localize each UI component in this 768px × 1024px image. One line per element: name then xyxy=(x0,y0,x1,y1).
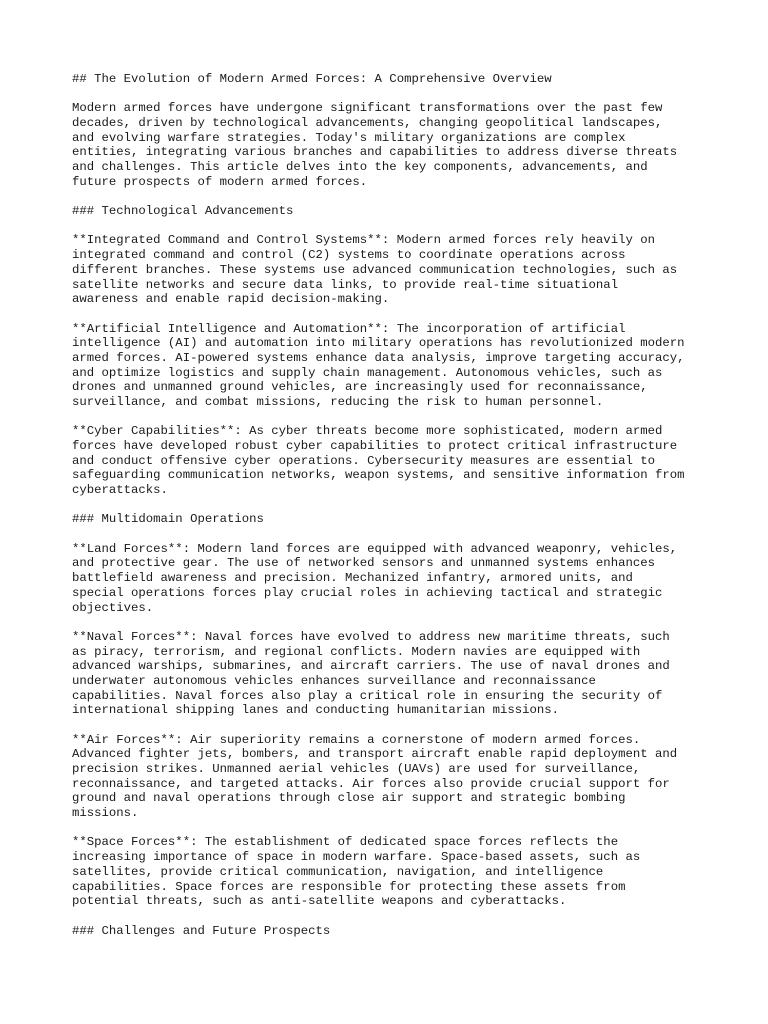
intro-paragraph: Modern armed forces have undergone significant transformations over the past few decades, driven by technological advancements, changing geopolitical landscapes, and evolving warfare strategies. Today's military organizations are complex entities, integrating various branches and capabilities to address diverse threats and challenges. This article delves into the key components, advancements, and future prospects of modern armed forces. xyxy=(72,101,678,189)
paragraph-cyber-capabilities: **Cyber Capabilities**: As cyber threats become more sophisticated, modern armed forces have developed robust cyber capabilities to protect critical infrastructure and conduct offensive cyber operations. Cybersecurity measures are essential to safeguarding communication networks, weapon systems, and sensitive information from cyberattacks. xyxy=(72,424,685,498)
article-title: ## The Evolution of Modern Armed Forces: A Comprehensive Overview xyxy=(72,72,552,86)
paragraph-artificial-intelligence: **Artificial Intelligence and Automation**: The incorporation of artificial intelligence (AI) and automation into military operations has revolutionized modern armed forces. AI-powered systems enhance data analysis, improve targeting accuracy, and optimize logistics and supply chain management. Autonomous vehicles, such as drones and unmanned ground vehicles, are increasingly used for reconnaissance, surveillance, and combat missions, reducing the risk to human personnel. xyxy=(72,321,685,410)
section-heading-technological-advancements: ### Technological Advancements xyxy=(72,204,294,219)
paragraph-integrated-command-control: **Integrated Command and Control Systems**: Modern armed forces rely heavily on integrated command and control (C2) systems to coordinate operations across different branches. These systems use advanced communication technologies, such as satellite networks and secure data links, to provide real-time situational awareness and enable rapid decision-making. xyxy=(72,233,678,307)
paragraph-naval-forces: **Naval Forces**: Naval forces have evolved to address new maritime threats, such as piracy, terrorism, and regional conflicts. Modern navies are equipped with advanced warships, submarines, and aircraft carriers. The use of naval drones and underwater autonomous vehicles enhances surveillance and reconnaissance capabilities. Naval forces also play a critical role in ensuring the security of international shipping lanes and conducting humanitarian missions. xyxy=(72,629,670,718)
paragraph-space-forces: **Space Forces**: The establishment of dedicated space forces reflects the increasing importance of space in modern warfare. Space-based assets, such as satellites, provide critical communication, navigation, and intelligence capabilities. Space forces are responsible for protecting these assets from potential threats, such as anti-satellite weapons and cyberattacks. xyxy=(72,835,641,909)
document-page xyxy=(72,72,712,953)
section-heading-challenges-future: ### Challenges and Future Prospects xyxy=(72,923,331,938)
section-heading-multidomain-operations: ### Multidomain Operations xyxy=(72,512,264,527)
paragraph-air-forces: **Air Forces**: Air superiority remains a cornerstone of modern armed forces. Advanced fighter jets, bombers, and transport aircraft enable rapid deployment and precision strikes. Unmanned aerial vehicles (UAVs) are used for surveillance, reconnaissance, and targeted attacks. Air forces also provide crucial support for ground and naval operations through close air support and strategic bombing missions. xyxy=(72,732,678,821)
paragraph-land-forces: **Land Forces**: Modern land forces are equipped with advanced weaponry, vehicles, and protective gear. The use of networked sensors and unmanned systems enhances battlefield awareness and precision. Mechanized infantry, armored units, and special operations forces play crucial roles in achieving tactical and strategic objectives. xyxy=(72,541,678,615)
